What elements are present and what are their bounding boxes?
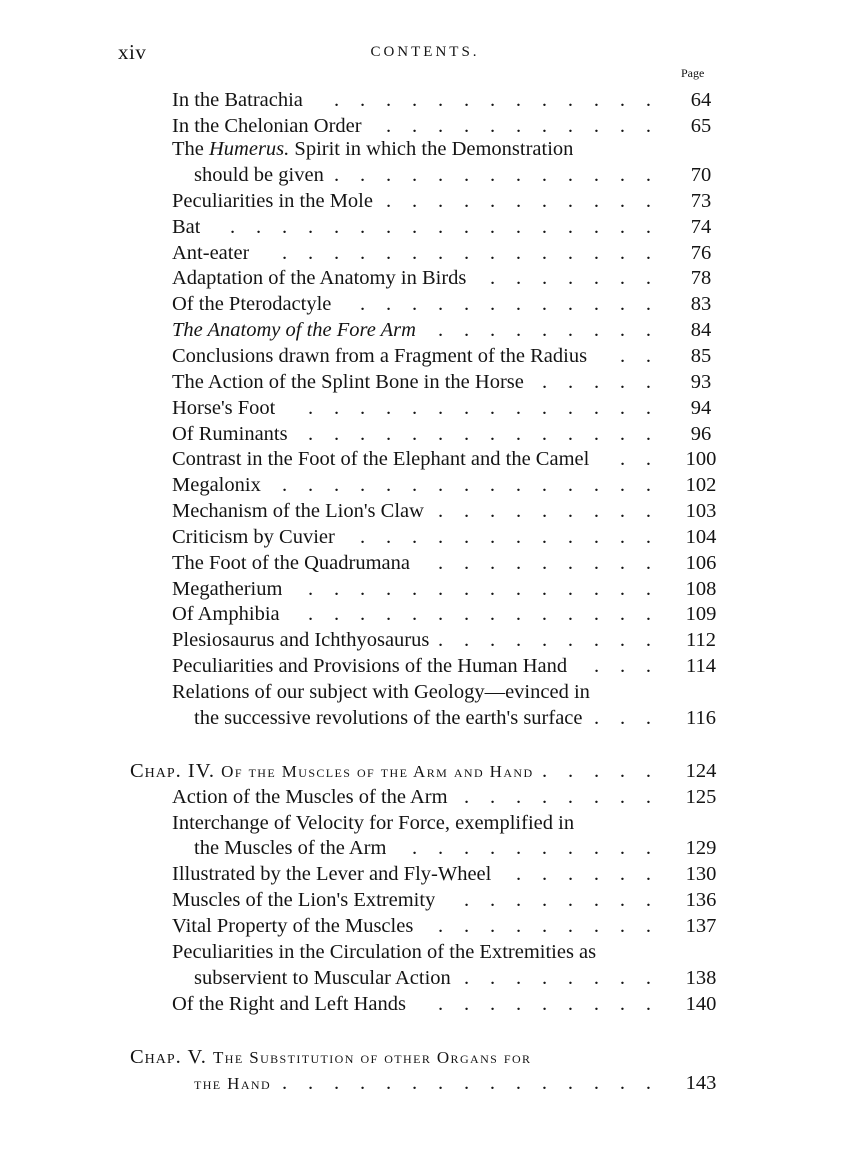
entry-text: Of the Right and Left Hands [172,993,406,1015]
leader-dots: . . . . . . . . . . . . . [334,164,651,186]
leader-dots: . . . . . [542,760,651,782]
contents-entry [172,499,424,523]
page-number: 83 [690,293,712,315]
entry-italic-text: Humerus. [209,138,290,160]
page-number: 104 [685,526,717,548]
entry-text: The [172,138,209,160]
entry-text: Action of the Muscles of the Arm [172,786,448,808]
entry-italic-text: The Anatomy of the Fore Arm [172,319,416,341]
leader-dots: . . . . . . . . . [438,500,651,522]
contents-entry [172,189,373,213]
page-number: 94 [690,397,712,419]
entry-text: In the Chelonian Order [172,115,362,137]
leader-dots: . . . . . . . . . . . . . . [308,578,651,600]
contents-entry [172,862,491,886]
page-number: 138 [685,967,717,989]
leader-dots: . . . . . [542,371,651,393]
leader-dots: . . . . . . [516,863,651,885]
entry-text: Illustrated by the Lever and Fly-Wheel [172,863,492,885]
page-number: 116 [686,707,716,729]
contents-entry [172,473,261,497]
leader-dots: . . . . . . . . . . . . . . . [282,242,651,264]
leader-dots: . . . . . . . . . . . [386,190,651,212]
entry-text: Peculiarities in the Mole [172,190,373,212]
page-number: 112 [686,629,716,651]
entry-text: Plesiosaurus and Ichthyosaurus [172,629,430,651]
entry-text: should be given [194,164,324,186]
entry-text: Peculiarities and Provisions of the Human Hand [172,655,568,677]
page-number: 70 [690,164,712,186]
chapter-heading [130,1045,531,1070]
page-number: 76 [690,242,712,264]
entry-text: In the Batrachia [172,89,303,111]
entry-text: Conclusions drawn from a Fragment of the Radius [172,345,588,367]
leader-dots: . . . . . . . . . . . . . [334,89,651,111]
leader-dots: . . . . . . . . . . . . . . [308,603,651,625]
page-number: 103 [685,500,717,522]
chapter-number: Chap. V. [130,1046,207,1068]
contents-entry [172,992,406,1016]
page-number: 114 [686,655,716,677]
leader-dots: . . [620,345,651,367]
leader-dots: . . . . . . . . . . . . [360,526,651,548]
page-number: 65 [690,115,712,137]
page-number: 85 [690,345,712,367]
leader-dots: . . . . . . . . . . . . . . [308,423,651,445]
entry-text: Horse's Foot [172,397,276,419]
leader-dots: . . . . . . . . . . . [386,115,651,137]
contents-entry [172,785,448,809]
page-number: 102 [685,474,717,496]
entry-text: Interchange of Velocity for Force, exemplified in [172,812,575,834]
entry-text: Relations of our subject with Geology—evinced in [172,681,590,703]
entry-text: Of the Pterodactyle [172,293,332,315]
entry-text: the successive revolutions of the earth's surface [194,707,583,729]
contents-entry [172,447,589,471]
entry-text: Spirit in which the Demonstration [289,138,574,160]
entry-text: Bat [172,216,201,238]
entry-text: Criticism by Cuvier [172,526,335,548]
page-number: 100 [685,448,717,470]
leader-dots: . . . . . . . . [464,889,651,911]
contents-entry [172,292,331,316]
contents-entry [172,137,573,161]
entry-text: Mechanism of the Lion's Claw [172,500,424,522]
contents-entry [172,370,524,394]
leader-dots: . . . . . . . . . . . . . . . [282,1072,651,1094]
entry-text: Ant-eater [172,242,250,264]
page-folio: xiv [118,40,147,64]
chapter-number: Chap. IV. [130,760,216,782]
contents-entry [172,577,282,601]
contents-entry [172,88,303,112]
chapter-title: the Hand [194,1074,272,1093]
contents-entry [194,163,324,187]
chapter-title: Of the Muscles of the Arm and Hand [221,762,534,781]
entry-text: Muscles of the Lion's Extremity [172,889,436,911]
page-number: 96 [690,423,712,445]
chapter-heading [194,1071,271,1096]
entry-text: Adaptation of the Anatomy in Birds [172,267,467,289]
contents-entry [172,551,410,575]
leader-dots: . . . . . . . . . [438,993,651,1015]
leader-dots: . . . [594,707,651,729]
entry-text: subservient to Muscular Action [194,967,451,989]
contents-entry [194,706,583,730]
page-number: 129 [685,837,717,859]
entry-text: Peculiarities in the Circulation of the Extremities as [172,941,597,963]
contents-entry [172,628,429,652]
page-number: 136 [685,889,717,911]
entry-text: Contrast in the Foot of the Elephant and the Camel [172,448,590,470]
page-number: 109 [685,603,717,625]
entry-text: Of Ruminants [172,423,288,445]
leader-dots: . . . . . . . . . [438,629,651,651]
contents-entry [172,940,596,964]
contents-entry [172,114,362,138]
page-number: 73 [690,190,712,212]
leader-dots: . . [620,448,651,470]
contents-entry [194,966,451,990]
contents-entry [194,836,386,860]
leader-dots: . . . . . . . . . [438,915,651,937]
contents-entry [172,241,249,265]
contents-entry [172,422,288,446]
leader-dots: . . . . . . . . . . . . . . [308,397,651,419]
page-number: 140 [685,993,717,1015]
leader-dots: . . . [594,655,651,677]
leader-dots: . . . . . . . . [464,786,651,808]
entry-text: Megatherium [172,578,283,600]
page-number: 93 [690,371,712,393]
leader-dots: . . . . . . . . . [438,319,651,341]
page-number: 78 [690,267,712,289]
leader-dots: . . . . . . . . . . [412,837,651,859]
page-number: 137 [685,915,717,937]
page-number: 64 [690,89,712,111]
page-number: 108 [685,578,717,600]
contents-entry [172,396,275,420]
contents-entry [172,811,574,835]
contents-entry [172,215,200,239]
page-number: 143 [685,1072,717,1094]
leader-dots: . . . . . . . . . [438,552,651,574]
entry-text: the Muscles of the Arm [194,837,387,859]
page-number: 125 [685,786,717,808]
leader-dots: . . . . . . . . . . . . [360,293,651,315]
page-number: 74 [690,216,712,238]
contents-entry [172,266,466,290]
entry-text: Vital Property of the Muscles [172,915,414,937]
chapter-title: The Substitution of other Organs for [212,1048,532,1067]
chapter-heading [130,759,534,784]
leader-dots: . . . . . . . . . . . . . . . [282,474,651,496]
contents-entry [172,680,590,704]
page-column-label: Page [681,66,705,80]
page-title: CONTENTS. [370,44,480,60]
page-number: 130 [685,863,717,885]
contents-entry [172,602,280,626]
contents-entry [172,914,413,938]
page-number: 84 [690,319,712,341]
entry-text: Megalonix [172,474,261,496]
entry-text: The Foot of the Quadrumana [172,552,410,574]
leader-dots: . . . . . . . . . . . . . . . . . [230,216,651,238]
entry-text: Of Amphibia [172,603,280,625]
leader-dots: . . . . . . . . [464,967,651,989]
page-number: 124 [685,760,717,782]
entry-text: The Action of the Splint Bone in the Horse [172,371,524,393]
contents-entry [172,344,587,368]
contents-entry [172,525,335,549]
page-number: 106 [685,552,717,574]
contents-entry [172,318,416,342]
contents-entry [172,654,567,678]
contents-entry [172,888,435,912]
leader-dots: . . . . . . . [490,267,651,289]
